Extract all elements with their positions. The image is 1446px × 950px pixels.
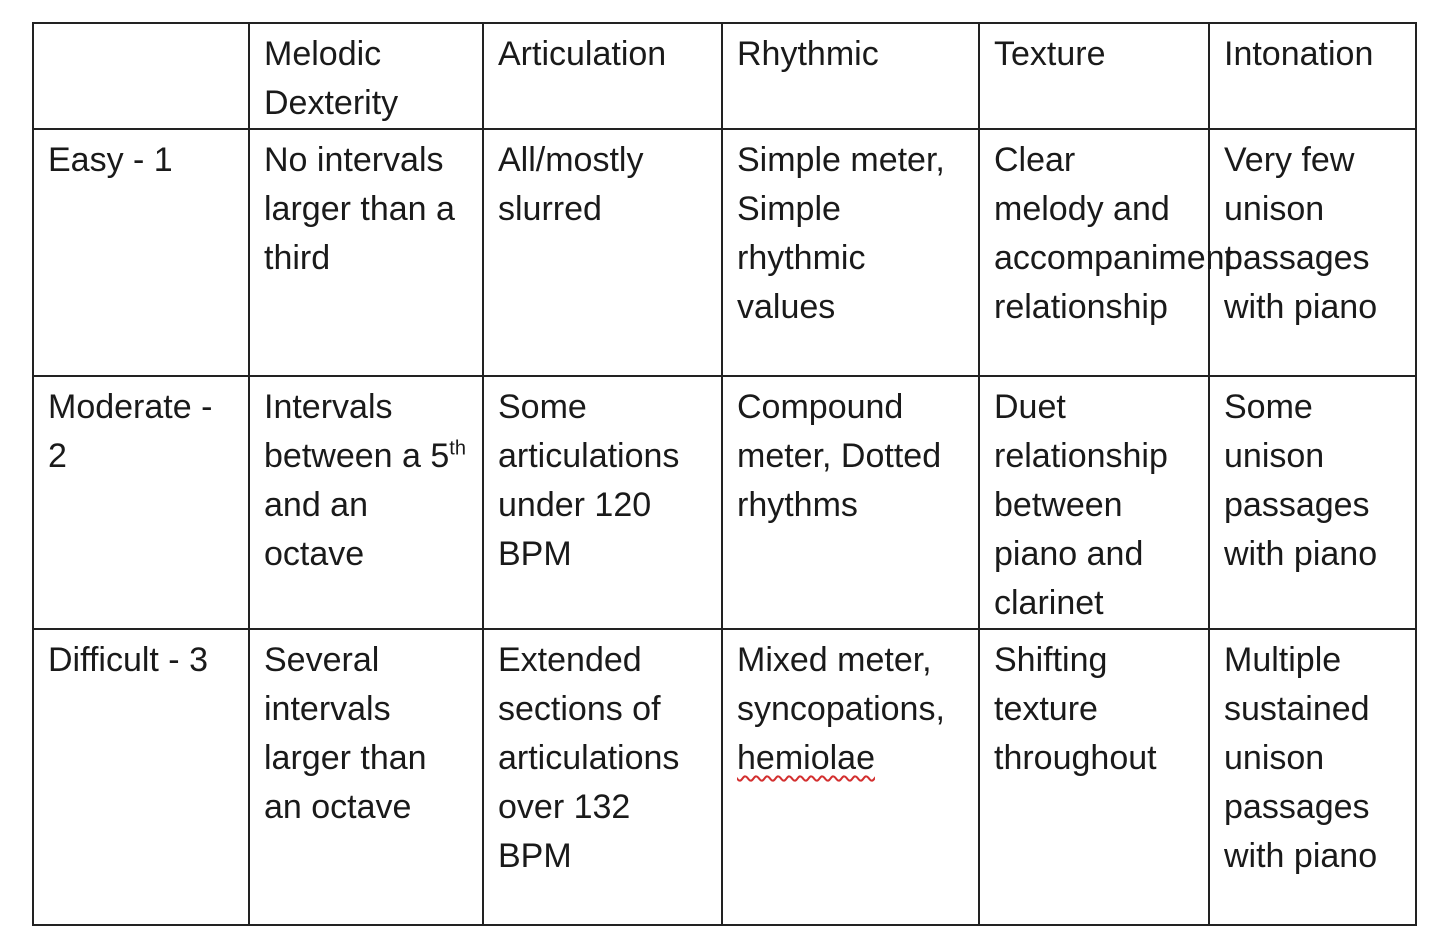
spellcheck-flagged-word[interactable]: hemiolae [737,739,875,777]
row-label-moderate: Moderate - 2 [33,376,249,629]
cell-easy-intonation: Very few unison passages with piano [1209,129,1416,376]
cell-difficult-melodic: Several intervals larger than an octave [249,629,483,925]
melodic-text-start: Intervals between a 5 [264,388,450,475]
header-articulation: Articulation [483,23,722,129]
header-intonation: Intonation [1209,23,1416,129]
difficulty-rubric-table [32,22,1417,926]
corner-header-cell [33,23,249,129]
cell-easy-texture: Clear melody and accompaniment relationship [979,129,1209,376]
cell-moderate-melodic [249,376,483,629]
header-rhythmic: Rhythmic [722,23,979,129]
header-melodic-dexterity: Melodic Dexterity [249,23,483,129]
rhythmic-text: Mixed meter, syncopations, [737,641,945,728]
header-row [33,23,1416,129]
cell-easy-melodic: No intervals larger than a third [249,129,483,376]
cell-easy-articulation: All/mostly slurred [483,129,722,376]
cell-easy-rhythmic: Simple meter, Simple rhythmic values [722,129,979,376]
cell-moderate-articulation: Some articulations under 120 BPM [483,376,722,629]
melodic-text-end: and an octave [264,486,368,573]
cell-difficult-intonation: Multiple sustained unison passages with piano [1209,629,1416,925]
row-label-easy: Easy - 1 [33,129,249,376]
cell-difficult-texture: Shifting texture throughout [979,629,1209,925]
cell-moderate-rhythmic: Compound meter, Dotted rhythms [722,376,979,629]
row-label-difficult: Difficult - 3 [33,629,249,925]
table-row-moderate [33,376,1416,629]
cell-moderate-intonation: Some unison passages with piano [1209,376,1416,629]
table-row-easy [33,129,1416,376]
cell-difficult-rhythmic [722,629,979,925]
cell-difficult-articulation: Extended sections of articulations over 132 BPM [483,629,722,925]
ordinal-superscript: th [449,437,466,460]
cell-moderate-texture: Duet relationship between piano and clarinet [979,376,1209,629]
table-row-difficult [33,629,1416,925]
header-texture: Texture [979,23,1209,129]
